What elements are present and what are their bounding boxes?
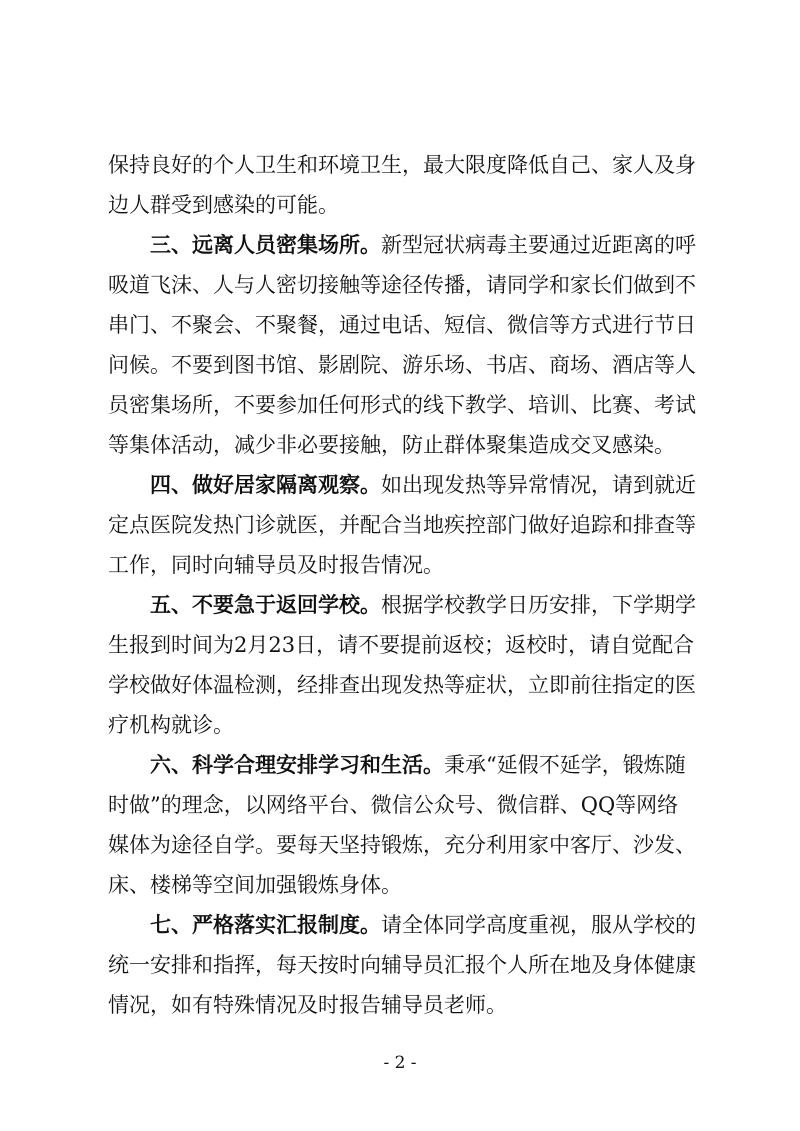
section-heading-line <box>150 745 708 785</box>
line-text: 根据学校教学日历安排，下学期学 <box>381 593 696 617</box>
paragraph-line <box>108 185 708 225</box>
line-text: 情况，如有特殊情况及时报告辅导员老师。 <box>108 993 507 1017</box>
line-text: 学校做好体温检测，经排查出现发热等症状，立即前往指定的医 <box>108 673 696 697</box>
line-text: 时做”的理念，以网络平台、微信公众号、微信群、QQ等网络 <box>108 793 679 817</box>
line-text: 等集体活动，减少非必要接触，防止群体聚集造成交叉感染。 <box>108 433 675 457</box>
paragraph-line <box>108 545 708 585</box>
paragraph-line <box>108 785 708 825</box>
paragraph-line <box>108 305 708 345</box>
paragraph-line <box>108 345 708 385</box>
line-text: 串门、不聚会、不聚餐，通过电话、短信、微信等方式进行节日 <box>108 313 696 337</box>
paragraph-line <box>108 505 708 545</box>
section-heading-six: 六、科学合理安排学习和生活。 <box>150 752 444 777</box>
paragraph-line <box>108 705 708 745</box>
line-text: 工作，同时向辅导员及时报告情况。 <box>108 553 444 577</box>
section-heading-line <box>150 225 708 265</box>
section-heading-seven: 七、严格落实汇报制度。 <box>150 912 381 937</box>
section-heading-five: 五、不要急于返回学校。 <box>150 592 381 617</box>
section-heading-line <box>150 585 708 625</box>
line-text: 请全体同学高度重视，服从学校的 <box>381 913 696 937</box>
line-text: 问候。不要到图书馆、影剧院、游乐场、书店、商场、酒店等人 <box>108 353 696 377</box>
line-text: 定点医院发热门诊就医，并配合当地疾控部门做好追踪和排查等 <box>108 513 696 537</box>
line-text: 秉承“延假不延学，锻炼随 <box>444 753 686 777</box>
paragraph-line <box>108 625 708 665</box>
paragraph-line <box>108 825 708 865</box>
paragraph-line <box>108 665 708 705</box>
line-text: 新型冠状病毒主要通过近距离的呼 <box>381 233 696 257</box>
paragraph-line <box>108 425 708 465</box>
line-text: 媒体为途径自学。要每天坚持锻炼，充分利用家中客厅、沙发、 <box>108 833 696 857</box>
paragraph-line <box>108 265 708 305</box>
section-heading-line <box>150 905 708 945</box>
line-text: 如出现发热等异常情况，请到就近 <box>381 473 696 497</box>
line-text: 生报到时间为2月23日，请不要提前返校；返校时，请自觉配合 <box>108 633 695 657</box>
line-text: 员密集场所，不要参加任何形式的线下教学、培训、比赛、考试 <box>108 393 696 417</box>
line-text: 统一安排和指挥，每天按时向辅导员汇报个人所在地及身体健康 <box>108 953 696 977</box>
line-text: 保持良好的个人卫生和环境卫生，最大限度降低自己、家人及身 <box>108 153 696 177</box>
line-text: 疗机构就诊。 <box>108 713 234 737</box>
line-text: 床、楼梯等空间加强锻炼身体。 <box>108 873 402 897</box>
paragraph-line <box>108 865 708 905</box>
paragraph-line <box>108 385 708 425</box>
section-heading-line <box>150 465 708 505</box>
line-text: 边人群受到感染的可能。 <box>108 193 339 217</box>
paragraph-line <box>108 145 708 185</box>
section-heading-four: 四、做好居家隔离观察。 <box>150 472 381 497</box>
page-number: - 2 - <box>383 1053 417 1073</box>
paragraph-line <box>108 945 708 985</box>
paragraph-line <box>108 985 708 1025</box>
section-heading-three: 三、远离人员密集场所。 <box>150 232 381 257</box>
line-text: 吸道飞沫、人与人密切接触等途径传播，请同学和家长们做到不 <box>108 273 696 297</box>
